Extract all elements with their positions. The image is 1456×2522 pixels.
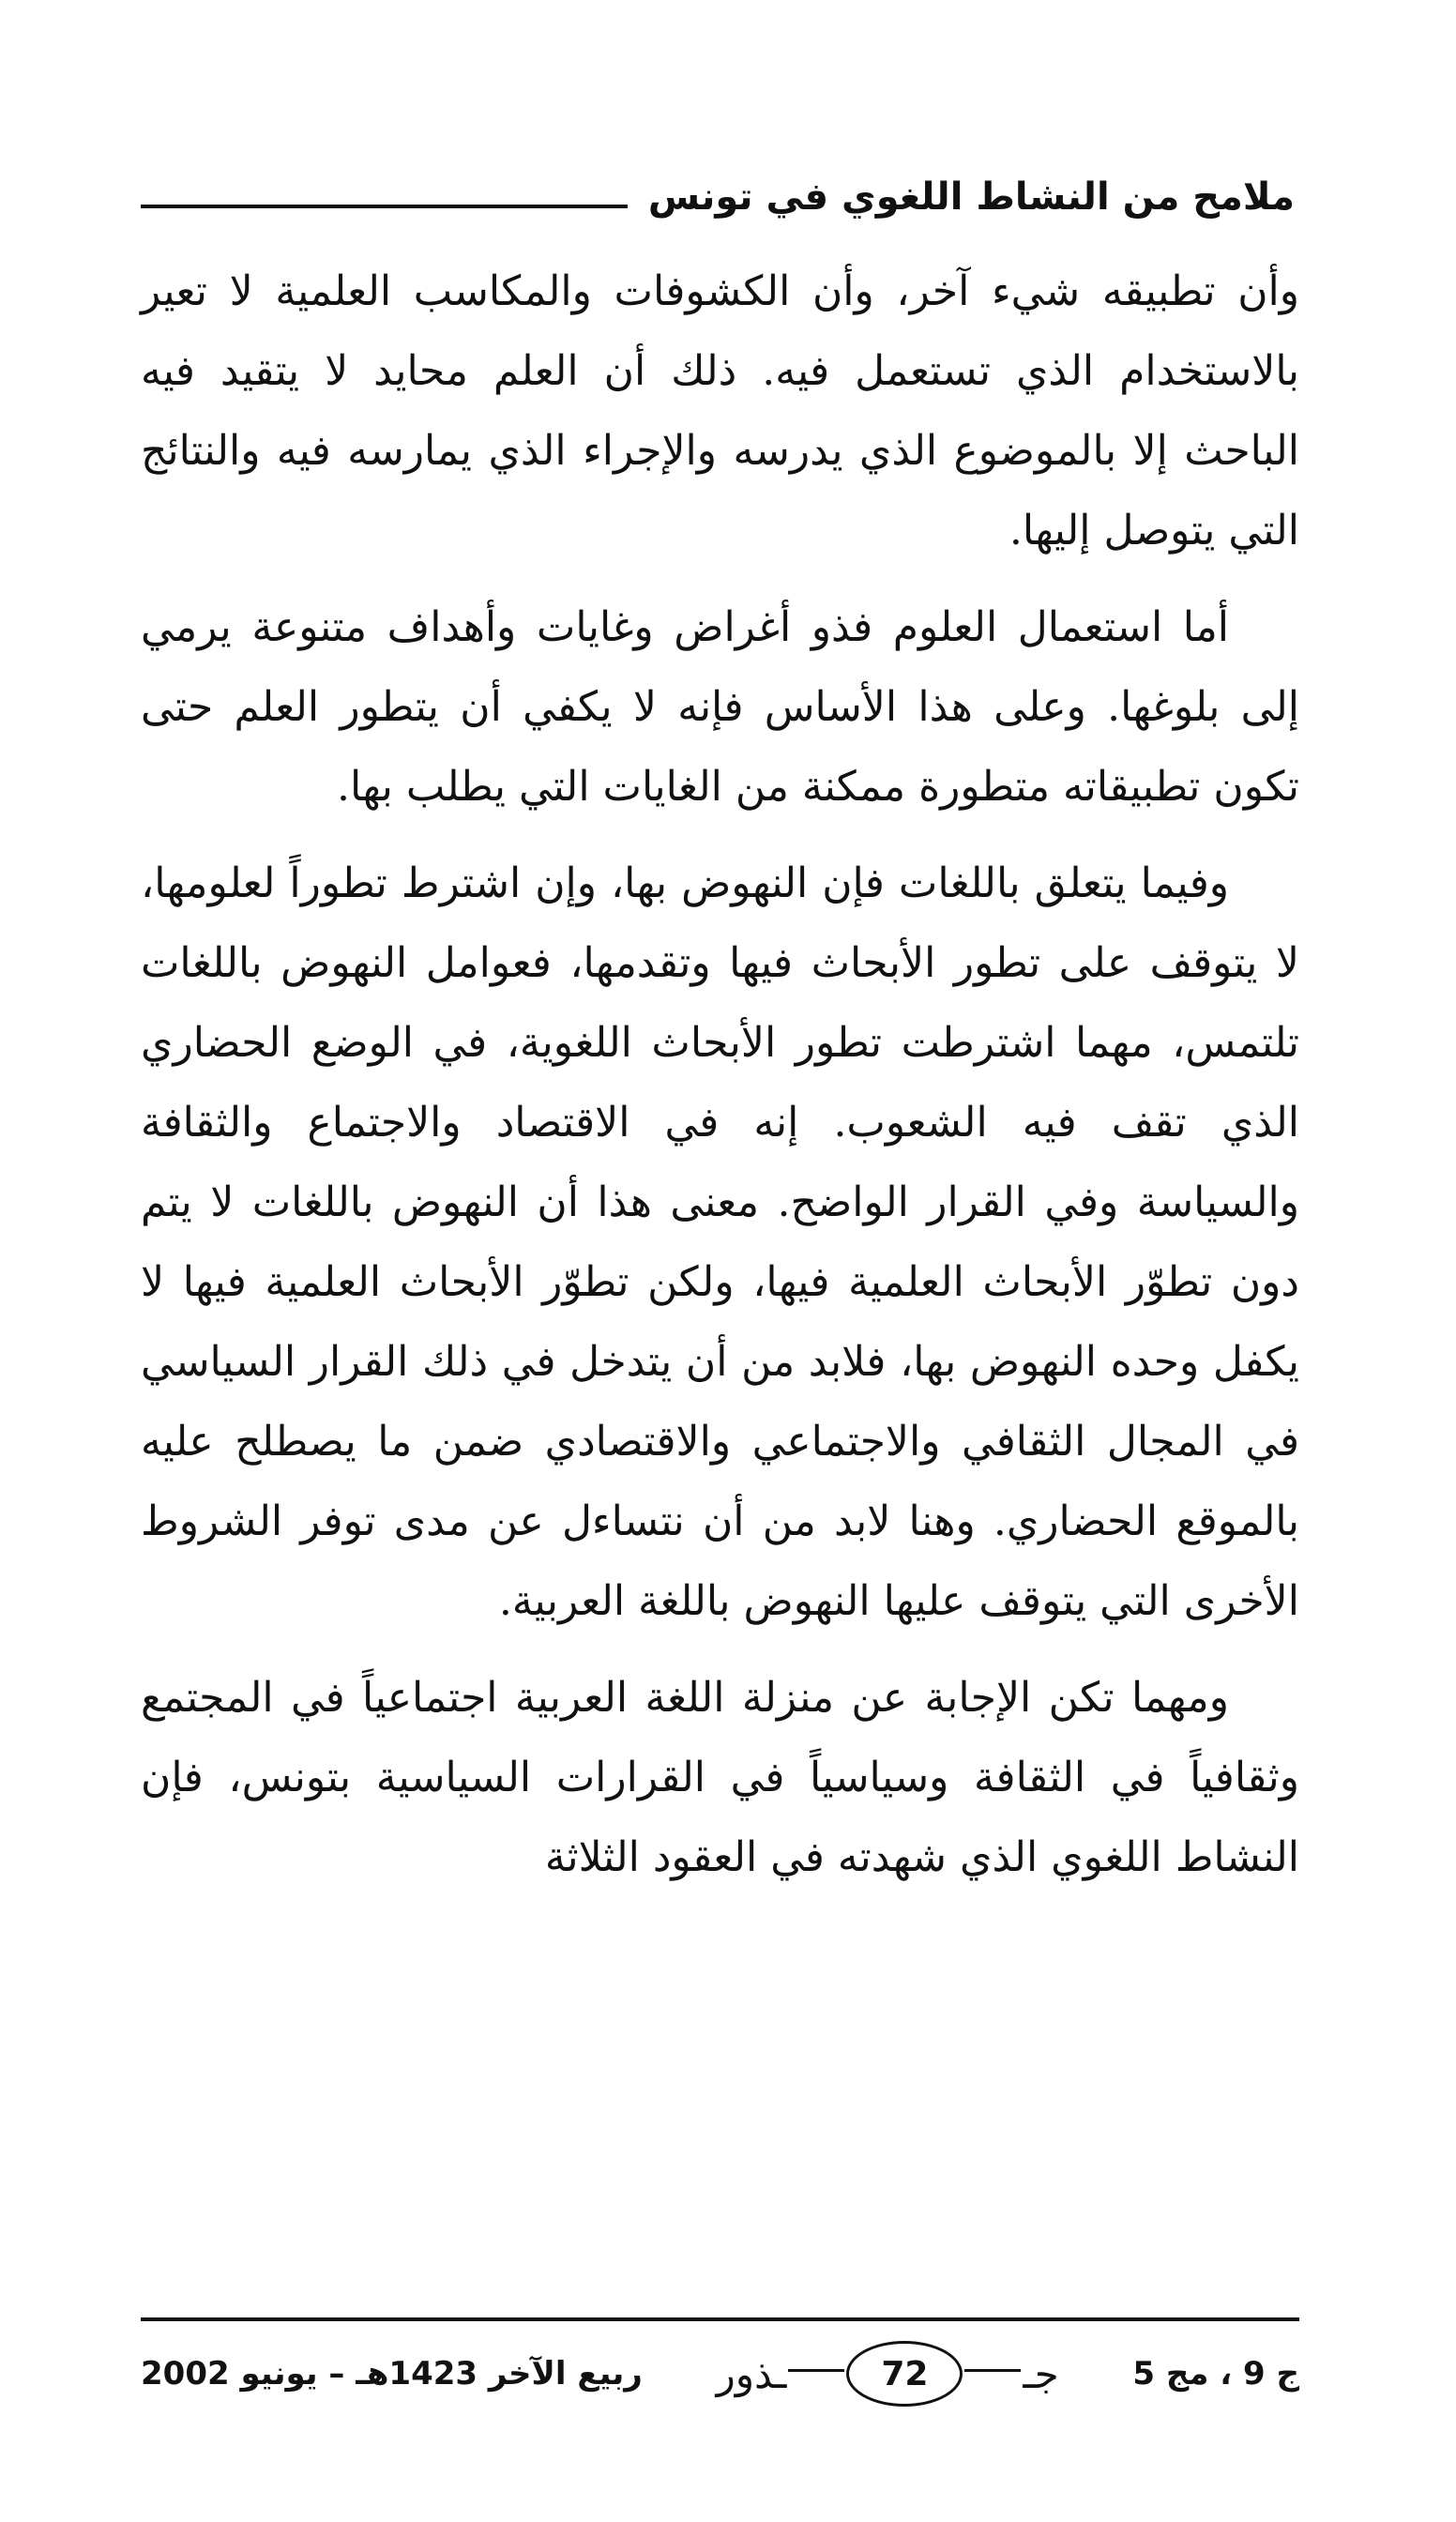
running-title: ملامح من النشاط اللغوي في تونس: [647, 175, 1295, 219]
page-footer: [141, 2336, 1299, 2411]
journal-stroke: [788, 2369, 844, 2372]
footer-rule: [141, 2317, 1299, 2321]
header-rule: [141, 205, 628, 208]
page-number: 72: [846, 2341, 963, 2407]
paragraph-2: أما استعمال العلوم فذو أغراض وغايات وأهداف متنوعة يرمي إلى بلوغها. وعلى هذا الأساس فإنه لا يكفي أن يتطور العلم حتى تكون تطبيقاته متطورة ممكنة من الغايات التي يطلب بها.: [141, 603, 1299, 811]
journal-logo: [716, 2341, 1058, 2407]
paragraph-1: وأن تطبيقه شيء آخر، وأن الكشوفات والمكاسب العلمية لا تعير بالاستخدام الذي تستعمل فيه. ذلك أن العلم محايد لا يتقيد فيه الباحث إلا بالموضوع الذي يدرسه والإجراء الذي يمارسه فيه والنتائج التي يتوصل إليها.: [141, 267, 1299, 555]
journal-suffix: ـذور: [716, 2350, 787, 2397]
issue-info: ج 9 ، مج 5: [1132, 2355, 1299, 2393]
journal-stroke: [964, 2369, 1021, 2372]
article-body: [141, 251, 1299, 1914]
paragraph-3: وفيما يتعلق باللغات فإن النهوض بها، وإن اشترط تطوراً لعلومها، لا يتوقف على تطور الأبحاث فيها وتقدمها، فعوامل النهوض باللغات تلتمس، مهما اشترطت تطور الأبحاث اللغوية، في الوضع الحضاري الذي تقف فيه الشعوب. إنه في الاقتصاد والاجتماع والثقافة والسياسة وفي القرار الواضح. معنى هذا أن النهوض باللغات لا يتم دون تطوّر الأبحاث العلمية فيها، ولكن تطوّر الأبحاث العلمية فيها لا يكفل وحده النهوض بها، فلابد من أن يتدخل في ذلك القرار السياسي في المجال الثقافي والاجتماعي والاقتصادي ضمن ما يصطلح عليه بالموقع الحضاري. وهنا لابد من أن نتساءل عن مدى توفر الشروط الأخرى التي يتوقف عليها النهوض باللغة العربية.: [141, 859, 1299, 1625]
paragraph-4: ومهما تكن الإجابة عن منزلة اللغة العربية اجتماعياً في المجتمع وثقافياً في الثقافة وسياسياً في القرارات السياسية بتونس، فإن النشاط اللغوي الذي شهدته في العقود الثلاثة: [141, 1674, 1299, 1881]
issue-date: ربيع الآخر 1423هـ – يونيو 2002: [141, 2355, 643, 2393]
journal-prefix: جـ: [1023, 2350, 1059, 2397]
running-header: [141, 141, 1295, 225]
